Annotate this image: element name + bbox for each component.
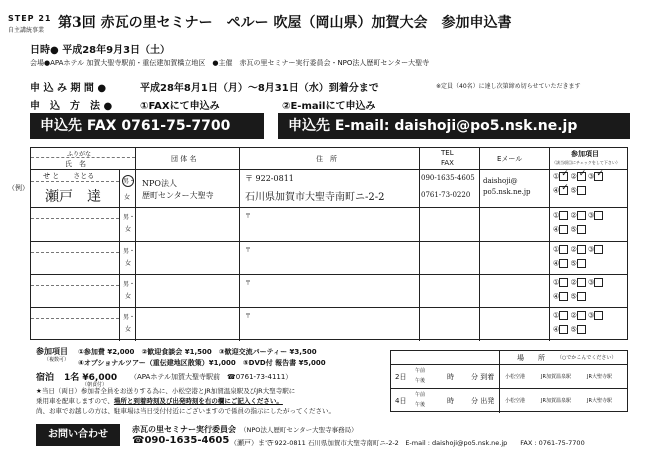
item-number: ④ xyxy=(553,225,560,234)
checkbox[interactable] xyxy=(577,325,586,334)
item-number: ① xyxy=(553,278,560,287)
fees-row1: ①参加費 ¥2,000 ②歓迎食談会 ¥1,500 ③歓迎交流パーティー ¥3,500 xyxy=(78,348,317,356)
pickup-row1-hour: 時 xyxy=(447,373,454,381)
applicant-row[interactable] xyxy=(31,242,629,274)
lodging-hotel: （APAホテル加賀大聖寺駅前 ☎0761-73-4111） xyxy=(130,373,293,381)
gender-female[interactable]: 女 xyxy=(125,226,132,233)
example-gender-male: 男・ xyxy=(123,178,136,185)
gender-male[interactable]: 男・ xyxy=(123,248,136,255)
checkbox[interactable] xyxy=(577,245,586,254)
contact-phone-person: （瀬戸）まで xyxy=(230,439,272,447)
item-number: ⑤ xyxy=(570,292,577,301)
checkbox[interactable] xyxy=(559,311,568,320)
period-label: 申 込 み 期 間 ● xyxy=(30,83,107,94)
example-email-line2: po5.nsk.ne.jp xyxy=(483,188,531,196)
item-number: ② xyxy=(570,278,577,287)
checkbox[interactable] xyxy=(577,311,586,320)
example-email-line1: daishoji@ xyxy=(483,177,518,185)
pickup-row1-pm[interactable]: 午後 xyxy=(415,378,426,384)
item-number: ① xyxy=(553,245,560,254)
example-org-line2: 歴町センター大聖寺 xyxy=(142,191,214,200)
item-number: ② xyxy=(570,245,577,254)
item-number: ⑤ xyxy=(570,186,577,195)
item-number: ① xyxy=(553,211,560,220)
pickup-row1-am[interactable]: 午前 xyxy=(415,368,426,374)
example-name: 瀬戸 達 xyxy=(45,189,101,205)
contact-address: 〒922-0811 石川県加賀市大聖寺南町ニ-2-2 E-mail : daishoji@po5.nsk.ne.jp FAX : 0761-75-7700 xyxy=(268,439,585,447)
checkbox[interactable] xyxy=(559,292,568,301)
checkbox[interactable] xyxy=(577,211,586,220)
note-line2 xyxy=(36,396,283,405)
example-fax: 0761-73-0220 xyxy=(421,191,471,199)
col-fax: FAX xyxy=(441,159,454,167)
checkbox[interactable] xyxy=(559,325,568,334)
col-email: Eメール xyxy=(497,155,523,163)
contact-org-sub: （NPO法人歴町センター大聖寺事務局） xyxy=(240,426,358,434)
contact-phone[interactable]: ☎090-1635-4605 xyxy=(132,435,230,446)
lodging-sub: （朝食付） xyxy=(82,382,108,388)
note-line3: 尚、お車でお越しの方は、駐車場は当日受付付近にございますので係員の指示にしたがってください。 xyxy=(36,407,335,415)
pickup-row2-day: 4日 xyxy=(395,397,407,405)
application-table xyxy=(30,147,628,340)
gender-male[interactable]: 男・ xyxy=(123,214,136,221)
items-row2 xyxy=(553,225,586,234)
items-row2 xyxy=(553,292,586,301)
postal-mark: 〒 xyxy=(245,213,252,220)
checkbox[interactable] xyxy=(559,259,568,268)
item-number: ③ xyxy=(588,245,595,254)
item-number: ① xyxy=(553,311,560,320)
pickup-row1-arrive: 分 到着 xyxy=(471,373,495,381)
item-number: ④ xyxy=(553,259,560,268)
pickup-header-note: （○でかこんでください） xyxy=(557,355,617,361)
example-items-row2 xyxy=(553,183,586,195)
checkbox[interactable]: ✓ xyxy=(561,169,569,179)
checkbox[interactable] xyxy=(577,225,586,234)
lodging-label: 宿泊 xyxy=(36,373,55,383)
pickup-row1-day: 2日 xyxy=(395,373,407,381)
step-label: STEP 21 xyxy=(8,14,52,23)
items-row1 xyxy=(553,245,603,254)
contact-org: 赤瓦の里セミナー実行委員会 xyxy=(132,425,236,434)
item-number: ⑤ xyxy=(570,325,577,334)
checkbox[interactable] xyxy=(577,259,586,268)
period-note: ※定員（40名）に達し次第締め切らせていただきます xyxy=(436,83,581,90)
pickup-row2-pm[interactable]: 午後 xyxy=(415,402,426,408)
pickup-place-daishoji[interactable]: JR大聖寺駅 xyxy=(587,398,612,404)
items-row2 xyxy=(553,325,586,334)
pickup-place-daishoji[interactable]: JR大聖寺駅 xyxy=(587,374,612,380)
pickup-row2-am[interactable]: 午前 xyxy=(415,392,426,398)
pickup-row2-hour: 時 xyxy=(447,397,454,405)
col-items-sub: （該当項目にチェックをして下さい） xyxy=(552,160,620,165)
col-address: 住 所 xyxy=(316,155,337,163)
item-number: ② xyxy=(570,311,577,320)
checkbox[interactable] xyxy=(559,211,568,220)
example-items-row1 xyxy=(553,169,604,181)
gender-female[interactable]: 女 xyxy=(125,326,132,333)
example-address: 石川県加賀市大聖寺南町ニ-2-2 xyxy=(245,192,385,203)
venue-line: 会場●APAホテル 加賀大聖寺駅前・重伝建加賀橋立地区 ●主催 赤瓦の里セミナー実行委員会・NPO法人歴町センター大聖寺 xyxy=(30,59,430,67)
applicant-row[interactable] xyxy=(31,308,629,340)
pickup-place-komatsu[interactable]: 小松空港 xyxy=(505,374,526,380)
note-line2b: 場所と到着時刻及び出発時刻を右の欄にご記入ください。 xyxy=(113,397,283,405)
col-tel: TEL xyxy=(441,149,454,157)
gender-male[interactable]: 男・ xyxy=(123,314,136,321)
lodging-value: 1名 ¥6,000 xyxy=(64,373,118,383)
applicant-row[interactable] xyxy=(31,208,629,241)
item-number: ④ xyxy=(553,325,560,334)
pickup-place-komatsu[interactable]: 小松空港 xyxy=(505,398,526,404)
checkbox[interactable]: ✓ xyxy=(561,183,569,193)
item-number: ⑤ xyxy=(570,225,577,234)
checkbox[interactable] xyxy=(577,278,586,287)
postal-mark: 〒 xyxy=(245,313,252,320)
items-row1 xyxy=(553,211,603,220)
items-row2 xyxy=(553,259,586,268)
items-row1 xyxy=(553,278,603,287)
item-number: ④ xyxy=(553,292,560,301)
contact-label: お問い合わせ xyxy=(36,424,120,446)
item-number: ② xyxy=(570,211,577,220)
checkbox[interactable] xyxy=(559,245,568,254)
gender-female[interactable]: 女 xyxy=(125,293,132,300)
note-line1: ★当日（両日）参加者全員をお送りする為に、小松空港とJR加賀温泉駅及びJR大聖寺駅に xyxy=(36,387,296,395)
checkbox[interactable] xyxy=(594,211,603,220)
example-postal: 〒 922-0811 xyxy=(245,174,294,183)
method-fax: ①FAXにて申込み xyxy=(140,101,220,112)
col-items: 参加項目 xyxy=(571,150,599,158)
postal-mark: 〒 xyxy=(245,247,252,254)
item-number: ③ xyxy=(588,172,595,181)
item-number: ③ xyxy=(588,278,595,287)
project-label: 自主講統事業 xyxy=(8,27,45,34)
checkbox[interactable] xyxy=(594,311,603,320)
pickup-row2-depart: 分 出発 xyxy=(471,397,495,405)
email-bar: 申込先 E-mail: daishoji@po5.nsk.ne.jp xyxy=(278,113,630,139)
postal-mark: 〒 xyxy=(245,280,252,287)
pickup-header-place: 場 所 xyxy=(517,354,545,362)
item-number: ⑤ xyxy=(570,259,577,268)
checkbox[interactable] xyxy=(559,225,568,234)
checkbox[interactable]: ✓ xyxy=(578,169,587,179)
item-number: ④ xyxy=(553,186,560,195)
checkbox[interactable] xyxy=(594,278,603,287)
fees-row2: ④オプショナルツアー（重伝建地区散策）¥1,000 ⑤DVD付 報告書 ¥5,000 xyxy=(78,359,326,367)
example-gender-circled xyxy=(122,175,134,187)
pickup-place-kagaonsen[interactable]: JR加賀温泉駅 xyxy=(541,398,571,404)
col-org: 団 体 名 xyxy=(171,155,197,163)
items-row1 xyxy=(553,311,603,320)
example-label: （例） xyxy=(8,184,29,192)
period-value: 平成28年8月1日（月）～8月31日（水）到着分まで xyxy=(140,83,379,94)
item-number: ③ xyxy=(588,211,595,220)
fees-label-sub: （複数可） xyxy=(44,357,70,363)
note-line2a: 乗用車を配車しますので、 xyxy=(36,397,114,405)
checkbox[interactable] xyxy=(559,278,568,287)
fax-bar: 申込先 FAX 0761-75-7700 xyxy=(30,113,264,139)
applicant-row[interactable] xyxy=(31,275,629,307)
checkbox[interactable] xyxy=(577,186,586,195)
gender-female[interactable]: 女 xyxy=(125,260,132,267)
example-gender-female: 女 xyxy=(124,194,131,201)
item-number: ① xyxy=(553,172,560,181)
col-furigana: ふりがな xyxy=(67,151,92,158)
fees-label: 参加項目 xyxy=(36,347,68,356)
example-tel: 090-1635-4605 xyxy=(421,174,475,182)
pickup-table xyxy=(390,350,628,412)
page-title: 第3回 赤瓦の里セミナー ペルー 吹屋（岡山県）加賀大会 参加申込書 xyxy=(58,15,512,31)
example-org-line1: NPO法人 xyxy=(142,179,177,188)
pickup-place-kagaonsen[interactable]: JR加賀温泉駅 xyxy=(541,374,571,380)
checkbox[interactable] xyxy=(577,292,586,301)
method-email: ②E-mailにて申込み xyxy=(282,101,376,112)
example-furigana: せ と さとる xyxy=(43,172,95,180)
item-number: ② xyxy=(570,172,577,181)
item-number: ③ xyxy=(588,311,595,320)
gender-male[interactable]: 男・ xyxy=(123,281,136,288)
method-label: 申 込 方 法 ● xyxy=(30,101,113,112)
checkbox[interactable]: ✓ xyxy=(596,169,604,179)
checkbox[interactable] xyxy=(594,245,603,254)
col-name: 氏 名 xyxy=(65,160,86,168)
event-date: 日時● 平成28年9月3日（土） xyxy=(30,45,171,56)
